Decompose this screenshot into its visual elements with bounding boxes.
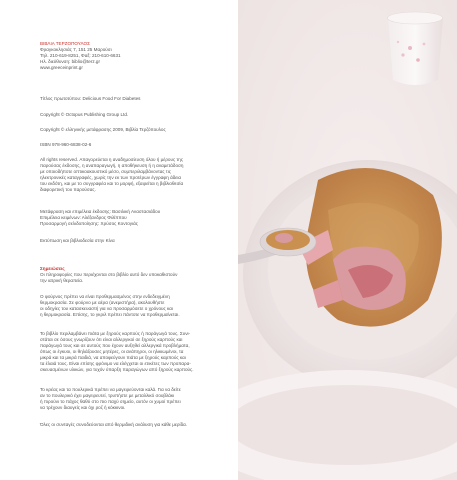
print-info: Εκτύπωση και βιβλιοδεσία στην Κίνα: [40, 238, 115, 243]
copyright-translation: Copyright © ελληνικής μετάφρασης 2009, Βιβλία Τερζόπουλος: [40, 127, 166, 132]
copyright-original: Copyright © Octopus Publishing Group Ltd.: [40, 112, 129, 117]
publisher-email: Ηλ. διεύθυνση: biblio@terz.gr: [40, 59, 101, 64]
notes-line: ή πιρούνι το πάχος θαθύ στο πιο παχύ σημείο, αυτόν οι χυμοί πρέπει: [40, 399, 181, 404]
cup: [388, 12, 444, 85]
notes-line: σκευασμένων υλικών, για τυχόν ύπαρξη παραγώγων από ξηρούς καρπούς.: [40, 367, 194, 372]
isbn: ISBN 978-960-6838-02-6: [40, 142, 92, 147]
notes-line: Το κρέας και τα πουλερικά πρέπει να μαγειρεύονται καλά. Για να δείτε: [40, 387, 181, 392]
dessert-photo: [238, 0, 457, 480]
credit-line: Προσαρμογή σελιδοποίησης: Χρύσος Κοντογιάς: [40, 221, 138, 226]
rights-line: του εκδότη, και με το συγγραφέα και το μορφή, εξαιρείται η βιβλιοθεσία: [40, 181, 184, 186]
notes-line: οι οδηγίες του κατασκευαστή για να προσαρμόσετε ο χρόνους και: [40, 306, 173, 311]
rights-line: με οποιοδήποτε οπτικοακουστικό μέσο, συμπεριλαμβάνοντας τις: [40, 169, 171, 174]
notes-heading: Σημειώσεις: [40, 266, 65, 271]
notes-line: τα έλαιά τους. Είναι επίσης φρόνιμο να ελέγχεται οι ετικέτες των προπαρα-: [40, 361, 191, 366]
notes-line: την ιατρική θεραπεία.: [40, 278, 84, 283]
notes-line: αν το πουλερικό έχει μαγειρευτεί, τρυπήστε με μεταλλικό σουβλάκι: [40, 393, 175, 398]
rights-line: All rights reserved. Απαγορεύεται η αναδημοσίευση όλου ή μέρους της: [40, 157, 184, 162]
publisher-website: www.greeceinprint.gr: [40, 65, 83, 70]
notes-line: Όλες οι συνταγές συνοδεύονται από θερμιδική ανάλυση για κάθε μερίδα.: [40, 422, 188, 427]
credit-line: Μετάφραση και επιμέλεια έκδοσης: Βασιλική Αναστασιάδου: [40, 209, 161, 214]
rights-line: διαφορετική του παρούσας.: [40, 187, 96, 192]
publisher-phone: Τηλ. 210-619-8251, Φαξ: 210-610-6631: [40, 53, 121, 58]
notes-line: να τρέχουν διαυγείς και όχι ροζ ή κόκκινοι.: [40, 405, 126, 410]
notes-line: η θερμοκρασία. Επίσης, το γκριλ πρέπει πάντοτε να προθερμαίνεται.: [40, 312, 180, 317]
notes-line: Το βιβλίο περιλαμβάνει πιάτα με ξηρούς καρπούς ή παράγωγά τους. Συνι-: [40, 331, 191, 336]
rights-line: ηλεκτρονικές καταγραφές, χωρίς την εκ των προτέρων έγγραφη άδεια: [40, 175, 182, 180]
notes-line: μικρά και τα μικρά παιδιά, να αποφεύγουν πιάτα με ξηρούς καρπούς και: [40, 355, 186, 360]
notes-line: Οι πληροφορίες που περιέχονται στο βιβλίο αυτό δεν υποκαθιστούν: [40, 272, 178, 277]
plate: [238, 370, 457, 480]
notes-line: θερμοκρασία. Σε φούρνο με αέρα (ανεμιστήρα), ακολουθήστε: [40, 300, 165, 305]
credit-line: Επιμέλεια κειμένων: Αλέξανδρος Φιλίππου: [40, 215, 127, 220]
dessert-illustration: [238, 0, 457, 480]
original-title: Τίτλος πρωτοτύπου: Delicious Food For Diabetes: [40, 96, 141, 101]
publisher-name: ΒΙΒΛΙΑ ΤΕΡΖΟΠΟΥΛΟΣ: [40, 41, 90, 46]
notes-line: παράγωγά τους και σε αυτούς που έχουν αυξηθεί αλλεργικά προβλήματα,: [40, 343, 190, 348]
rights-line: παρούσας έκδοσης, η αναπαραγωγή, η αποθήκευση ή η αναμετάδοση: [40, 163, 184, 168]
notes-line: Ο φούρνος πρέπει να είναι προθερμασμένος στην ενδεδειγμένη: [40, 294, 170, 299]
publisher-address: Φραγκοκλησιάς 7, 151 25 Μαρούσι: [40, 47, 112, 52]
notes-line: στάται σε όσους γνωρίζουν ότι είναι αλλεργικοί σε ξηρούς καρπούς και: [40, 337, 183, 342]
notes-line: όπως οι έγκυοι, οι θηλάζουσες μητέρες, οι ανάπηροι, οι ηλικιωμένοι, τα: [40, 349, 184, 354]
